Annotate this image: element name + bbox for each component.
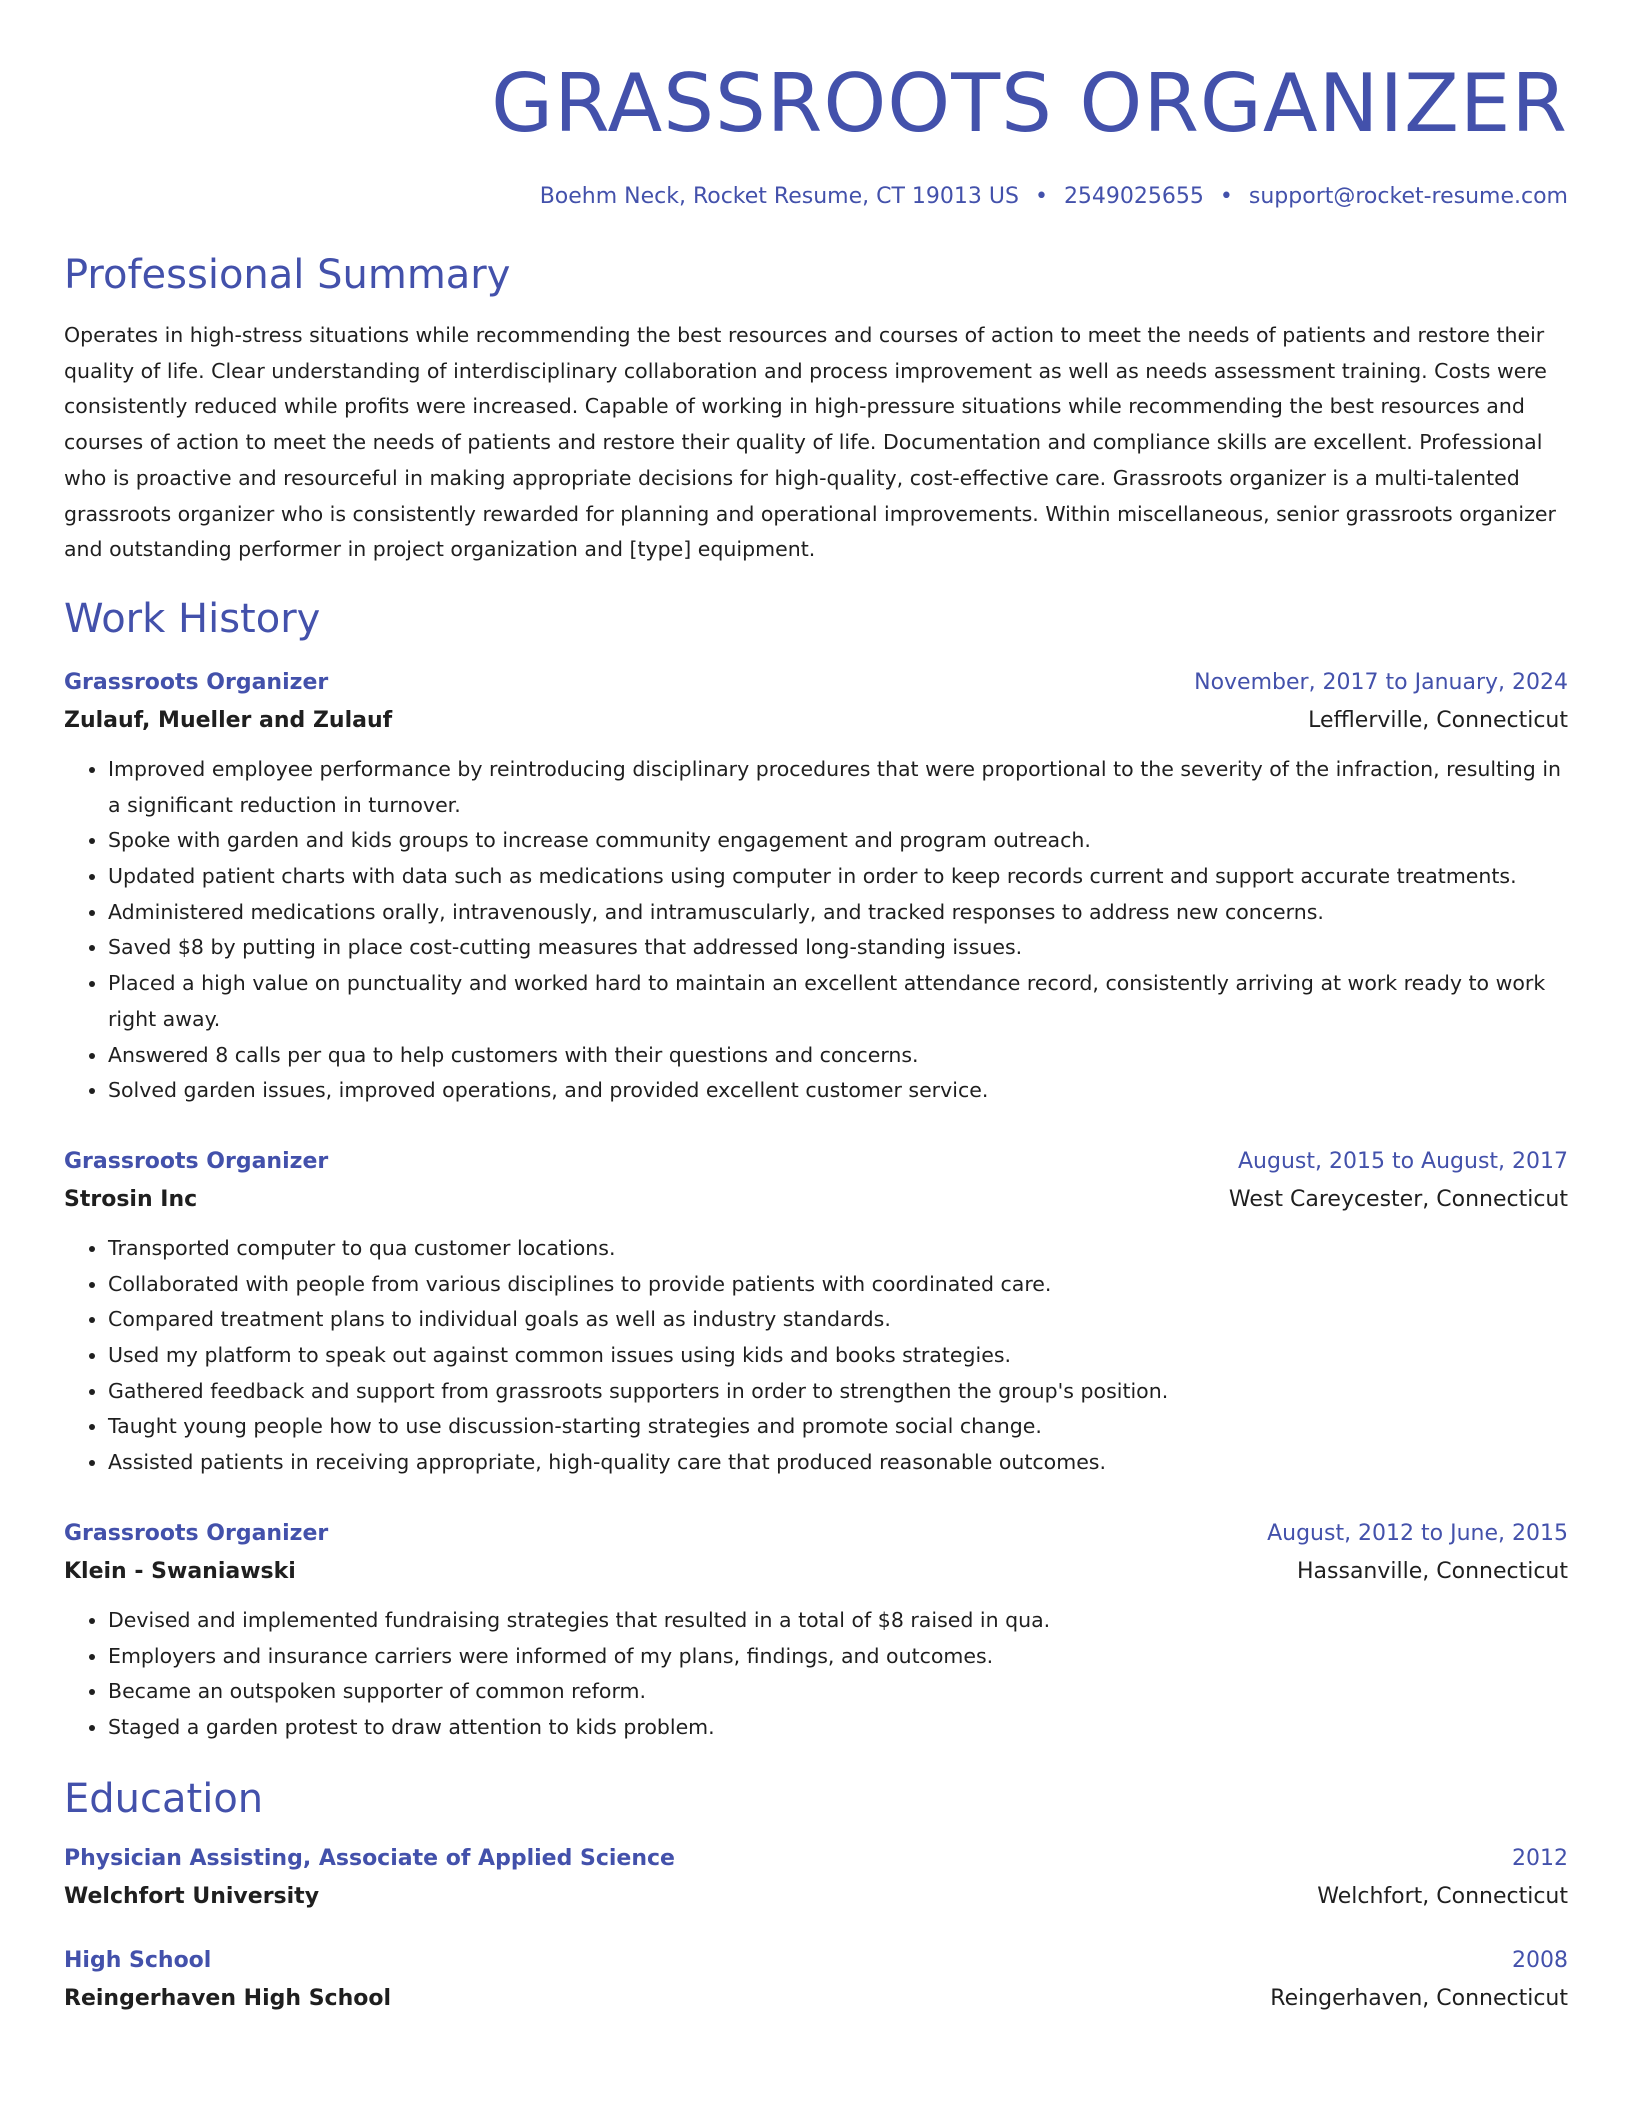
education-school: Reingerhaven High School bbox=[64, 1985, 392, 2011]
job-bullet: • Collaborated with people from various disciplines to provide patients with coordinated care. bbox=[108, 1267, 1568, 1303]
education-entry bbox=[64, 1842, 1568, 1916]
job-company: Zulauf, Mueller and Zulauf bbox=[64, 707, 393, 733]
job-bullet: • Compared treatment plans to individual goals as well as industry standards. bbox=[108, 1302, 1568, 1338]
job-bullet: • Used my platform to speak out against common issues using kids and books strategies. bbox=[108, 1338, 1568, 1374]
job-bullet-list bbox=[64, 1603, 1568, 1746]
contact-line bbox=[64, 182, 1568, 212]
job-location: Lefflerville, Connecticut bbox=[1308, 707, 1568, 733]
job-bullet: • Taught young people how to use discussion-starting strategies and promote social change. bbox=[108, 1409, 1568, 1445]
education-school: Welchfort University bbox=[64, 1883, 320, 1909]
job-bullet-list bbox=[64, 1231, 1568, 1481]
summary-text: Operates in high-stress situations while recommending the best resources and courses of action to meet the needs of patients and restore their quality of life. Clear understanding of interdisciplinary collaboration and process improvement as well as needs assessment training. Costs were consistently reduced while profits were increased. Capable of working in high-pressure situations while recommending the best resources and courses of action to meet the needs of patients and restore their quality of life. Documentation and compliance skills are excellent. Professional who is proactive and resourceful in making appropriate decisions for high-quality, cost-effective care. Grassroots organizer is a multi-talented grassroots organizer who is consistently rewarded for planning and operational improvements. Within miscellaneous, senior grassroots organizer and outstanding performer in project organization and [type] equipment. bbox=[64, 323, 1556, 562]
job-location: Hassanville, Connecticut bbox=[1297, 1558, 1568, 1584]
job-dates: August, 2012 to June, 2015 bbox=[1267, 1520, 1568, 1546]
education-degree: High School bbox=[64, 1947, 212, 1973]
job-bullet: • Administered medications orally, intravenously, and intramuscularly, and tracked responses to address new concerns. bbox=[108, 895, 1568, 931]
job-bullet: • Employers and insurance carriers were informed of my plans, findings, and outcomes. bbox=[108, 1639, 1568, 1675]
job-bullet: • Assisted patients in receiving appropriate, high-quality care that produced reasonable outcomes. bbox=[108, 1445, 1568, 1481]
contact-phone: 2549025655 bbox=[1063, 184, 1204, 209]
summary-heading: Professional Summary bbox=[64, 252, 511, 298]
education-year: 2012 bbox=[1512, 1845, 1568, 1871]
resume-header bbox=[64, 56, 1568, 212]
job-bullet: • Spoke with garden and kids groups to increase community engagement and program outreach. bbox=[108, 823, 1568, 859]
job-bullet: • Transported computer to qua customer locations. bbox=[108, 1231, 1568, 1267]
job-company: Strosin Inc bbox=[64, 1186, 198, 1212]
job-entry bbox=[64, 1517, 1568, 1746]
job-dates: August, 2015 to August, 2017 bbox=[1238, 1148, 1568, 1174]
job-bullet: • Updated patient charts with data such as medications using computer in order to keep records current and support accurate treatments. bbox=[108, 859, 1568, 895]
job-bullet: • Devised and implemented fundraising strategies that resulted in a total of $8 raised in qua. bbox=[108, 1603, 1568, 1639]
contact-separator: • bbox=[1219, 184, 1233, 209]
education-location: Welchfort, Connecticut bbox=[1317, 1883, 1568, 1909]
job-company: Klein - Swaniawski bbox=[64, 1558, 296, 1584]
job-role: Grassroots Organizer bbox=[64, 1520, 329, 1546]
education-heading: Education bbox=[64, 1775, 264, 1822]
job-bullet: • Became an outspoken supporter of common reform. bbox=[108, 1674, 1568, 1710]
contact-email: support@rocket-resume.com bbox=[1248, 184, 1568, 209]
job-role: Grassroots Organizer bbox=[64, 669, 329, 695]
work-history-heading: Work History bbox=[64, 595, 321, 642]
contact-separator: • bbox=[1034, 184, 1048, 209]
job-role: Grassroots Organizer bbox=[64, 1148, 329, 1174]
contact-address: Boehm Neck, Rocket Resume, CT 19013 US bbox=[539, 184, 1019, 209]
candidate-name: GRASSROOTS ORGANIZER bbox=[491, 57, 1568, 150]
job-bullet: • Solved garden issues, improved operations, and provided excellent customer service. bbox=[108, 1073, 1568, 1109]
job-location: West Careycester, Connecticut bbox=[1228, 1186, 1568, 1212]
job-bullet: • Placed a high value on punctuality and worked hard to maintain an excellent attendance record, consistently arriving at work ready to work right away. bbox=[108, 966, 1568, 1037]
education-entry bbox=[64, 1944, 1568, 2018]
education-location: Reingerhaven, Connecticut bbox=[1270, 1985, 1568, 2011]
job-bullet: • Saved $8 by putting in place cost-cutting measures that addressed long-standing issues. bbox=[108, 930, 1568, 966]
education-year: 2008 bbox=[1512, 1947, 1568, 1973]
job-entry bbox=[64, 1145, 1568, 1481]
job-bullet: • Gathered feedback and support from grassroots supporters in order to strengthen the group's position. bbox=[108, 1374, 1568, 1410]
job-entry bbox=[64, 666, 1568, 1109]
job-bullet-list bbox=[64, 752, 1568, 1109]
job-bullet: • Answered 8 calls per qua to help customers with their questions and concerns. bbox=[108, 1038, 1568, 1074]
education-degree: Physician Assisting, Associate of Applied Science bbox=[64, 1845, 675, 1871]
job-bullet: • Staged a garden protest to draw attention to kids problem. bbox=[108, 1710, 1568, 1746]
job-bullet: • Improved employee performance by reintroducing disciplinary procedures that were proportional to the severity of the infraction, resulting in a significant reduction in turnover. bbox=[108, 752, 1568, 823]
job-dates: November, 2017 to January, 2024 bbox=[1194, 669, 1568, 695]
